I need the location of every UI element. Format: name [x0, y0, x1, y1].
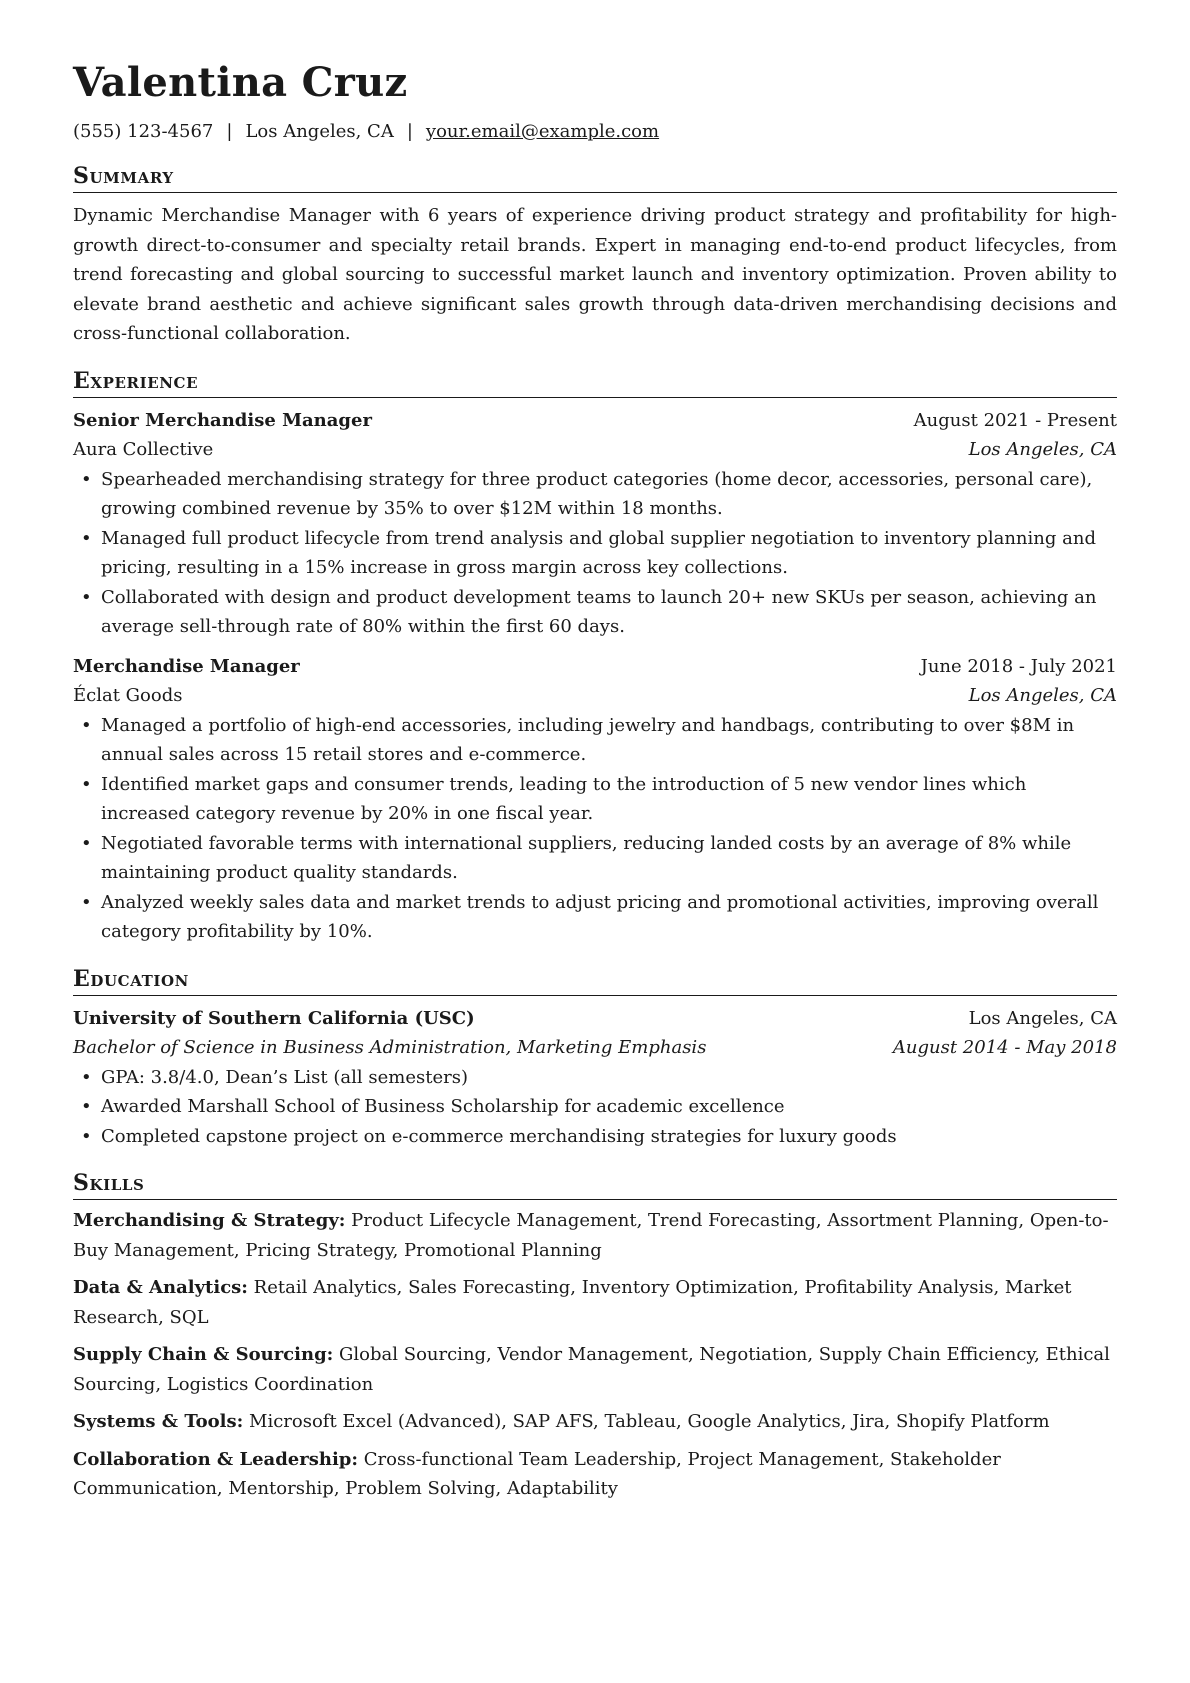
skill-group-items: Microsoft Excel (Advanced), SAP AFS, Tableau, Google Analytics, Jira, Shopify Platform: [249, 1411, 1050, 1432]
summary-text: Dynamic Merchandise Manager with 6 years of experience driving product strategy and profitability for high-growth direct-to-consumer and specialty retail brands. Expert in managing end-to-end product lifecycles, from trend forecasting and global sourcing to successful market launch and inventory optimization. Proven ability to elevate brand aesthetic and achieve significant sales growth through data-driven merchandising decisions and cross-functional collaboration.: [73, 205, 1117, 344]
education-bullet: • Awarded Marshall School of Business Scholarship for academic excellence: [73, 1092, 1117, 1122]
skill-group: [73, 1340, 1117, 1399]
skill-group-label: Collaboration & Leadership:: [73, 1448, 359, 1470]
job-dates: June 2018 - July 2021: [920, 655, 1117, 677]
skill-group: [73, 1206, 1117, 1265]
experience-heading: Experience: [73, 367, 1117, 398]
job-bullet: • Identified market gaps and consumer trends, leading to the introduction of 5 new vendor lines which increased category revenue by 20% in one fiscal year.: [73, 770, 1117, 829]
contact-line: [73, 120, 1117, 144]
candidate-name: Valentina Cruz: [73, 59, 408, 106]
job-bullet-list: [73, 711, 1117, 947]
job-location: Los Angeles, CA: [968, 685, 1117, 706]
job-bullet-list: [73, 465, 1117, 642]
school-location: Los Angeles, CA: [968, 1007, 1117, 1029]
skill-group-items: Cross-functional Team Leadership, Project Management, Stakeholder Communication, Mentorship, Problem Solving, Adaptability: [73, 1448, 1001, 1499]
job-bullet: • Analyzed weekly sales data and market trends to adjust pricing and promotional activities, improving overall category profitability by 10%.: [73, 888, 1117, 947]
education-bullet-list: [73, 1063, 1117, 1152]
skill-group-items: Retail Analytics, Sales Forecasting, Inventory Optimization, Profitability Analysis, Market Research, SQL: [73, 1277, 1072, 1328]
skill-group-items: Product Lifecycle Management, Trend Forecasting, Assortment Planning, Open-to-Buy Management, Pricing Strategy, Promotional Planning: [73, 1210, 1109, 1261]
job-entry: [73, 652, 1117, 947]
skill-group-label: Data & Analytics:: [73, 1277, 248, 1298]
phone-number: (555) 123-4567: [73, 121, 214, 142]
education-heading: Education: [73, 965, 1117, 996]
education-bullet: • GPA: 3.8/4.0, Dean’s List (all semesters): [73, 1063, 1117, 1093]
job-bullet: • Managed a portfolio of high-end accessories, including jewelry and handbags, contributing to over $8M in annual sales across 15 retail stores and e-commerce.: [73, 711, 1117, 770]
degree-row: [73, 1033, 1117, 1063]
summary-heading: Summary: [73, 162, 1117, 193]
job-company-row: [73, 435, 1117, 465]
job-header-row: [73, 652, 1117, 682]
skill-group: [73, 1445, 1117, 1504]
job-company: Aura Collective: [73, 439, 214, 460]
contact-separator: |: [226, 121, 233, 142]
skills-list: [73, 1206, 1117, 1504]
job-role: Senior Merchandise Manager: [73, 409, 372, 431]
education-bullet: • Completed capstone project on e-commerce merchandising strategies for luxury goods: [73, 1122, 1117, 1152]
email-link[interactable]: your.email@example.com: [425, 121, 660, 142]
degree-name: Bachelor of Science in Business Administration, Marketing Emphasis: [73, 1037, 707, 1058]
education-dates: August 2014 - May 2018: [892, 1037, 1117, 1058]
skill-group: [73, 1407, 1117, 1437]
skills-heading: Skills: [73, 1169, 1117, 1200]
skill-group-items: Global Sourcing, Vendor Management, Negotiation, Supply Chain Efficiency, Ethical Sourcing, Logistics Coordination: [73, 1344, 1110, 1395]
job-location: Los Angeles, CA: [968, 439, 1117, 460]
school-name: University of Southern California (USC): [73, 1007, 475, 1029]
location-text: Los Angeles, CA: [245, 121, 394, 142]
education-header-row: [73, 1004, 1117, 1034]
skill-group-label: Systems & Tools:: [73, 1411, 244, 1432]
job-entry: [73, 406, 1117, 642]
job-company: Éclat Goods: [73, 685, 183, 706]
job-role: Merchandise Manager: [73, 655, 300, 677]
skill-group: [73, 1273, 1117, 1332]
job-dates: August 2021 - Present: [913, 409, 1117, 431]
skill-group-label: Merchandising & Strategy:: [73, 1210, 346, 1231]
job-bullet: • Managed full product lifecycle from trend analysis and global supplier negotiation to inventory planning and pricing, resulting in a 15% increase in gross margin across key collections.: [73, 524, 1117, 583]
job-bullet: • Collaborated with design and product development teams to launch 20+ new SKUs per season, achieving an average sell-through rate of 80% within the first 60 days.: [73, 583, 1117, 642]
skill-group-label: Supply Chain & Sourcing:: [73, 1344, 334, 1365]
job-header-row: [73, 406, 1117, 436]
job-company-row: [73, 681, 1117, 711]
education-entry: [73, 1004, 1117, 1152]
job-bullet: • Spearheaded merchandising strategy for three product categories (home decor, accessories, personal care), growing combined revenue by 35% to over $12M within 18 months.: [73, 465, 1117, 524]
job-bullet: • Negotiated favorable terms with international suppliers, reducing landed costs by an average of 8% while maintaining product quality standards.: [73, 829, 1117, 888]
contact-separator: |: [406, 121, 413, 142]
